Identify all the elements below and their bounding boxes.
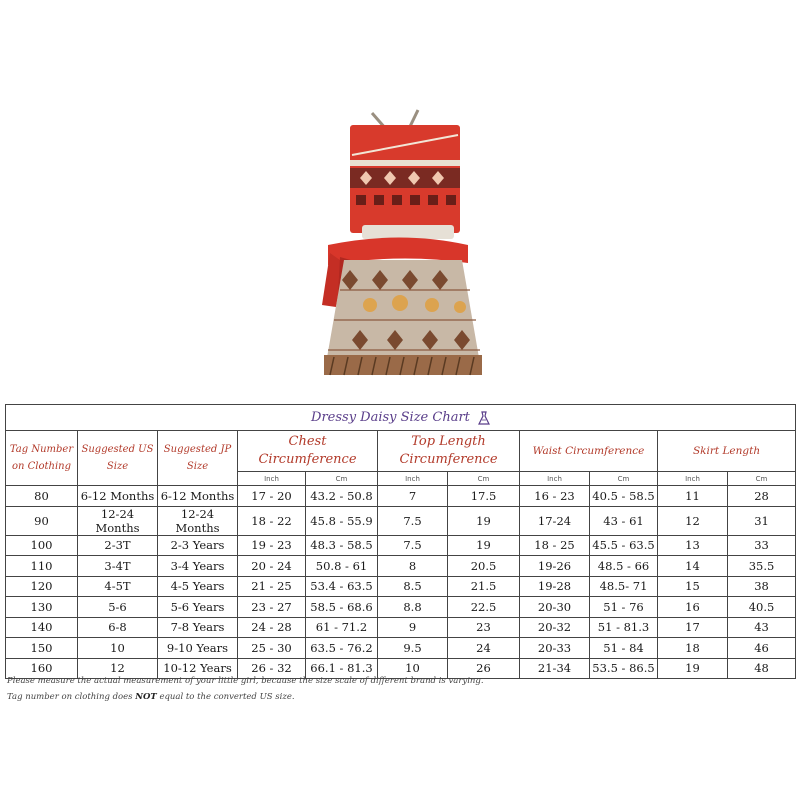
cell-tag: 150 bbox=[6, 638, 78, 659]
cell-skirt-cm: 28 bbox=[728, 486, 796, 507]
cell-chest-in: 25 - 30 bbox=[238, 638, 306, 659]
cell-skirt-in: 11 bbox=[658, 486, 728, 507]
dress-icon bbox=[478, 411, 490, 425]
table-row bbox=[6, 506, 796, 535]
cell-skirt-cm: 35.5 bbox=[728, 556, 796, 577]
size-chart-body bbox=[6, 486, 796, 679]
tag-note-start: Tag number on clothing does bbox=[7, 692, 136, 702]
cell-top-in: 9.5 bbox=[378, 638, 448, 659]
cell-top-in: 7 bbox=[378, 486, 448, 507]
cell-skirt-in: 12 bbox=[658, 506, 728, 535]
cell-us: 12-24 Months bbox=[78, 506, 158, 535]
unit-inch: Inch bbox=[378, 472, 448, 486]
header-top-length: Top Length Circumference bbox=[378, 431, 520, 472]
cell-chest-in: 24 - 28 bbox=[238, 617, 306, 638]
cell-us: 12 bbox=[78, 658, 158, 679]
cell-chest-in: 17 - 20 bbox=[238, 486, 306, 507]
cell-us: 6-8 bbox=[78, 617, 158, 638]
cell-jp: 6-12 Months bbox=[158, 486, 238, 507]
table-row bbox=[6, 556, 796, 577]
cell-top-cm: 17.5 bbox=[448, 486, 520, 507]
cell-waist-cm: 51 - 84 bbox=[590, 638, 658, 659]
cell-skirt-cm: 46 bbox=[728, 638, 796, 659]
cell-waist-in: 20-30 bbox=[520, 597, 590, 618]
cell-chest-cm: 50.8 - 61 bbox=[306, 556, 378, 577]
cell-tag: 80 bbox=[6, 486, 78, 507]
cell-top-cm: 20.5 bbox=[448, 556, 520, 577]
cell-us: 5-6 bbox=[78, 597, 158, 618]
cell-chest-in: 18 - 22 bbox=[238, 506, 306, 535]
costume-product-image bbox=[300, 105, 510, 390]
size-chart-title: Dressy Daisy Size Chart bbox=[311, 410, 470, 425]
cell-skirt-cm: 40.5 bbox=[728, 597, 796, 618]
cell-top-in: 8.8 bbox=[378, 597, 448, 618]
cell-us: 2-3T bbox=[78, 535, 158, 556]
cell-jp: 4-5 Years bbox=[158, 576, 238, 597]
cell-waist-in: 17-24 bbox=[520, 506, 590, 535]
cell-tag: 160 bbox=[6, 658, 78, 679]
cell-top-in: 9 bbox=[378, 617, 448, 638]
header-chest: Chest Circumference bbox=[238, 431, 378, 472]
cell-jp: 3-4 Years bbox=[158, 556, 238, 577]
cell-chest-cm: 45.8 - 55.9 bbox=[306, 506, 378, 535]
cell-chest-in: 20 - 24 bbox=[238, 556, 306, 577]
cell-top-in: 7.5 bbox=[378, 535, 448, 556]
cell-skirt-cm: 31 bbox=[728, 506, 796, 535]
size-chart-title-cell bbox=[6, 405, 796, 431]
cell-us: 3-4T bbox=[78, 556, 158, 577]
cell-top-cm: 19 bbox=[448, 506, 520, 535]
cell-waist-cm: 48.5- 71 bbox=[590, 576, 658, 597]
cell-chest-cm: 53.4 - 63.5 bbox=[306, 576, 378, 597]
cell-skirt-in: 13 bbox=[658, 535, 728, 556]
cell-skirt-in: 15 bbox=[658, 576, 728, 597]
cell-waist-in: 16 - 23 bbox=[520, 486, 590, 507]
cell-waist-in: 19-28 bbox=[520, 576, 590, 597]
cell-chest-cm: 63.5 - 76.2 bbox=[306, 638, 378, 659]
cell-top-cm: 21.5 bbox=[448, 576, 520, 597]
cell-chest-in: 19 - 23 bbox=[238, 535, 306, 556]
cell-skirt-in: 18 bbox=[658, 638, 728, 659]
cell-jp: 10-12 Years bbox=[158, 658, 238, 679]
cell-waist-cm: 53.5 - 86.5 bbox=[590, 658, 658, 679]
cell-skirt-cm: 43 bbox=[728, 617, 796, 638]
cell-skirt-in: 17 bbox=[658, 617, 728, 638]
cell-waist-cm: 45.5 - 63.5 bbox=[590, 535, 658, 556]
cell-waist-cm: 51 - 81.3 bbox=[590, 617, 658, 638]
unit-cm: Cm bbox=[728, 472, 796, 486]
header-waist: Waist Circumference bbox=[520, 431, 658, 472]
header-tag-number: Tag Number on Clothing bbox=[6, 431, 78, 486]
cell-top-in: 7.5 bbox=[378, 506, 448, 535]
cell-waist-in: 20-33 bbox=[520, 638, 590, 659]
header-skirt: Skirt Length bbox=[658, 431, 796, 472]
cell-waist-in: 21-34 bbox=[520, 658, 590, 679]
unit-inch: Inch bbox=[238, 472, 306, 486]
unit-cm: Cm bbox=[590, 472, 658, 486]
cell-tag: 90 bbox=[6, 506, 78, 535]
cell-chest-cm: 58.5 - 68.6 bbox=[306, 597, 378, 618]
cell-waist-in: 20-32 bbox=[520, 617, 590, 638]
cell-chest-cm: 43.2 - 50.8 bbox=[306, 486, 378, 507]
cell-chest-in: 26 - 32 bbox=[238, 658, 306, 679]
cell-chest-cm: 66.1 - 81.3 bbox=[306, 658, 378, 679]
cell-skirt-cm: 38 bbox=[728, 576, 796, 597]
cell-top-cm: 24 bbox=[448, 638, 520, 659]
cell-tag: 130 bbox=[6, 597, 78, 618]
table-row bbox=[6, 576, 796, 597]
cell-chest-cm: 48.3 - 58.5 bbox=[306, 535, 378, 556]
tag-number-note bbox=[7, 692, 295, 702]
cell-skirt-cm: 33 bbox=[728, 535, 796, 556]
cell-skirt-in: 19 bbox=[658, 658, 728, 679]
unit-inch: Inch bbox=[520, 472, 590, 486]
cell-chest-cm: 61 - 71.2 bbox=[306, 617, 378, 638]
cell-waist-cm: 43 - 61 bbox=[590, 506, 658, 535]
unit-inch: Inch bbox=[658, 472, 728, 486]
cell-waist-cm: 51 - 76 bbox=[590, 597, 658, 618]
cell-top-in: 8.5 bbox=[378, 576, 448, 597]
cell-skirt-in: 16 bbox=[658, 597, 728, 618]
cell-top-in: 10 bbox=[378, 658, 448, 679]
unit-cm: Cm bbox=[448, 472, 520, 486]
header-jp-size: Suggested JP Size bbox=[158, 431, 238, 486]
table-row bbox=[6, 617, 796, 638]
unit-cm: Cm bbox=[306, 472, 378, 486]
tag-note-emphasis: NOT bbox=[135, 692, 157, 702]
cell-jp: 5-6 Years bbox=[158, 597, 238, 618]
cell-us: 4-5T bbox=[78, 576, 158, 597]
cell-top-in: 8 bbox=[378, 556, 448, 577]
cell-jp: 12-24 Months bbox=[158, 506, 238, 535]
cell-skirt-cm: 48 bbox=[728, 658, 796, 679]
cell-jp: 7-8 Years bbox=[158, 617, 238, 638]
cell-top-cm: 19 bbox=[448, 535, 520, 556]
cell-top-cm: 22.5 bbox=[448, 597, 520, 618]
cell-top-cm: 26 bbox=[448, 658, 520, 679]
cell-chest-in: 23 - 27 bbox=[238, 597, 306, 618]
cell-tag: 100 bbox=[6, 535, 78, 556]
table-row bbox=[6, 486, 796, 507]
size-chart-table bbox=[5, 404, 796, 679]
header-us-size: Suggested US Size bbox=[78, 431, 158, 486]
cell-waist-in: 19-26 bbox=[520, 556, 590, 577]
cell-chest-in: 21 - 25 bbox=[238, 576, 306, 597]
cell-tag: 110 bbox=[6, 556, 78, 577]
table-row bbox=[6, 638, 796, 659]
measurement-note: Please measure the actual measurement of your little girl, because the size scale of different brand is varying. bbox=[7, 676, 484, 686]
cell-waist-cm: 40.5 - 58.5 bbox=[590, 486, 658, 507]
cell-us: 6-12 Months bbox=[78, 486, 158, 507]
cell-tag: 120 bbox=[6, 576, 78, 597]
cell-waist-cm: 48.5 - 66 bbox=[590, 556, 658, 577]
cell-jp: 9-10 Years bbox=[158, 638, 238, 659]
cell-top-cm: 23 bbox=[448, 617, 520, 638]
cell-waist-in: 18 - 25 bbox=[520, 535, 590, 556]
table-row bbox=[6, 597, 796, 618]
cell-us: 10 bbox=[78, 638, 158, 659]
cell-jp: 2-3 Years bbox=[158, 535, 238, 556]
tag-note-end: equal to the converted US size. bbox=[156, 692, 295, 702]
table-row bbox=[6, 535, 796, 556]
cell-tag: 140 bbox=[6, 617, 78, 638]
cell-skirt-in: 14 bbox=[658, 556, 728, 577]
